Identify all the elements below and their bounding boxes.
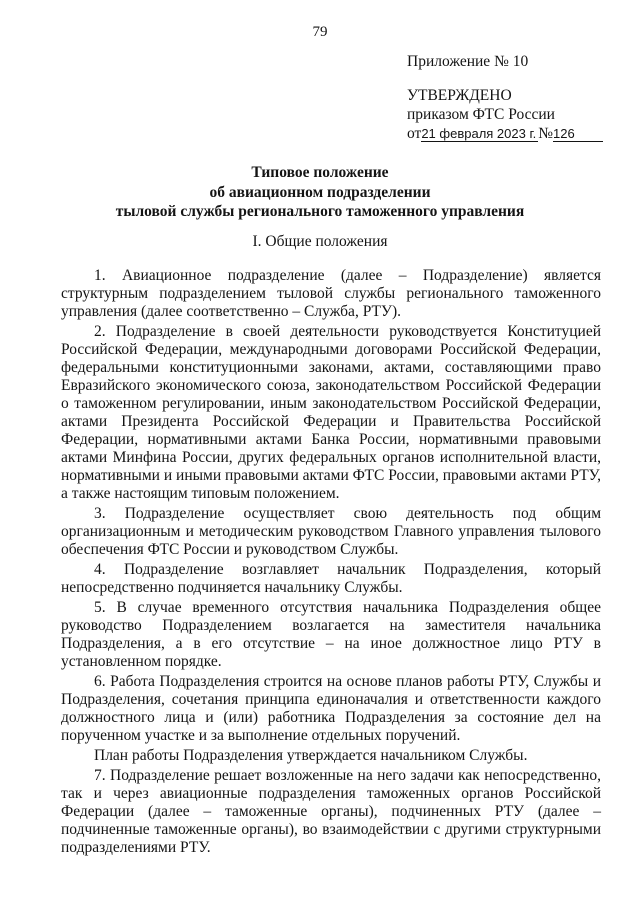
- approval-block: [407, 52, 627, 143]
- paragraph: 6. Работа Подразделения строится на основе планов работы РТУ, Службы и Подразделения, сочетания принципа единоначалия и ответственности каждого должностного лица и (или) работника Подразделения за состояние дел на порученном участке и за выполнение отдельных поручений.: [61, 673, 601, 744]
- page-number: 79: [312, 24, 328, 40]
- order-number: 126: [553, 126, 603, 142]
- paragraph: 5. В случае временного отсутствия начальника Подразделения общее руководство Подразделением возлагается на заместителя начальника Подразделения, а в его отсутствие – на иное должностное лицо РТУ в установленном порядке.: [61, 599, 601, 670]
- document-title: [0, 163, 640, 222]
- approved-label: УТВЕРЖДЕНО: [407, 87, 512, 104]
- order-date-line: [407, 124, 627, 143]
- paragraph: 4. Подразделение возглавляет начальник Подразделения, который непосредственно подчиняется начальнику Службы.: [61, 561, 601, 596]
- order-date: 21 февраля 2023 г.: [421, 126, 537, 141]
- paragraph: 3. Подразделение осуществляет свою деятельность под общим организационным и методическим руководством Главного управления тылового обеспечения ФТС России и руководством Службы.: [61, 505, 601, 558]
- paragraph: План работы Подразделения утверждается начальником Службы.: [94, 747, 528, 764]
- paragraph: 2. Подразделение в своей деятельности руководствуется Конституцией Российской Федерации, международными договорами Российской Федерации, федеральными конституционными законами, актами, составляющими право Евразийского экономического союза, законодательством Российской Федерации о таможенном регулировании, иным законодательством Российской Федерации, актами Президента Российской Федерации и Правительства Российской Федерации, нормативными актами Банка России, нормативными правовыми актами Минфина России, других федеральных органов исполнительной власти, нормативными и иными правовыми актами ФТС России, правовыми актами РТУ, а также настоящим типовым положением.: [61, 323, 601, 502]
- title-line: об авиационном подразделении: [209, 183, 431, 201]
- section-heading: I. Общие положения: [252, 233, 388, 250]
- paragraph: 1. Авиационное подразделение (далее – Подразделение) является структурным подразделением тыловой службы регионального таможенного управления (далее соответственно – Служба, РТУ).: [61, 267, 601, 320]
- document-body: [61, 267, 601, 857]
- appendix-label: Приложение № 10: [407, 53, 529, 70]
- date-prefix: от: [407, 125, 422, 142]
- title-line: Типовое положение: [251, 164, 389, 181]
- order-by-label: приказом ФТС России: [407, 106, 555, 123]
- paragraph: 7. Подразделение решает возложенные на него задачи как непосредственно, так и через авиационные подразделения таможенных органов Российской Федерации (далее – таможенные органы), подчиненных РТУ (далее – подчиненные таможенные органы), во взаимодействии с другими структурными подразделениями РТУ.: [61, 767, 601, 856]
- number-prefix: №: [538, 125, 554, 142]
- title-line: тыловой службы регионального таможенного управления: [115, 203, 525, 220]
